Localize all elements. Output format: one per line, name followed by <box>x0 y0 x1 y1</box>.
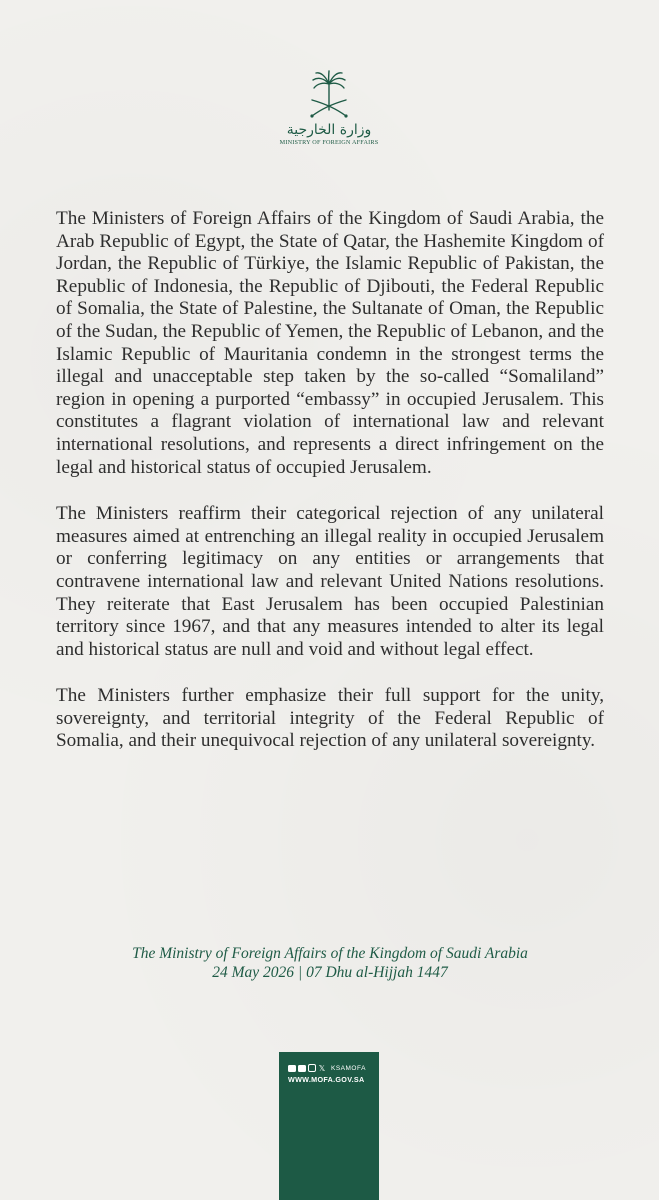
ministry-logo <box>279 70 379 162</box>
instagram-icon[interactable] <box>308 1064 316 1072</box>
signature-date: 24 May 2026 | 07 Dhu al-Hijjah 1447 <box>212 964 448 981</box>
statement-paragraph-1: The Ministers of Foreign Affairs of the Kingdom of Saudi Arabia, the Arab Republic of Egypt, the State of Qatar, the Hashemite Kingdom of Jordan, the Republic of Türkiye, the Islamic Republic of Pakistan, the Republic of Indonesia, the Republic of Djibouti, the Federal Republic of Somalia, the State of Palestine, the Sultanate of Oman, the Republic of the Sudan, the Republic of Yemen, the Republic of Lebanon, and the Islamic Republic of Mauritania condemn in the strongest terms the illegal and unacceptable step taken by the so-called “Somaliland” region in opening a purported “embassy” in occupied Jerusalem. This constitutes a flagrant violation of international law and relevant international resolutions, and represents a direct infringement on the legal and historical status of occupied Jerusalem. <box>56 208 604 478</box>
youtube-icon[interactable] <box>288 1065 296 1072</box>
signature-block <box>56 944 604 982</box>
statement-paragraph-2: The Ministers reaffirm their categorical rejection of any unilateral measures aimed at entrenching an illegal reality in occupied Jerusalem or conferring legitimacy on any entities or arrangements that contravene international law and relevant United Nations resolutions. They reiterate that East Jerusalem has been occupied Palestinian territory since 1967, and that any measures intended to alter its legal and historical status are null and void and without legal effect. <box>56 503 604 660</box>
x-icon[interactable]: 𝕏 <box>318 1063 326 1073</box>
logo-english-text: MINISTRY OF FOREIGN AFFAIRS <box>279 139 379 146</box>
footer-contact-box <box>279 1052 379 1200</box>
statement-body <box>56 208 604 777</box>
website-link[interactable]: WWW.MOFA.GOV.SA <box>288 1075 365 1084</box>
signature-ministry: The Ministry of Foreign Affairs of the Kingdom of Saudi Arabia <box>132 945 528 962</box>
facebook-icon[interactable] <box>298 1065 306 1072</box>
saudi-palm-swords-icon <box>306 70 352 120</box>
statement-paragraph-3: The Ministers further emphasize their full support for the unity, sovereignty, and territorial integrity of the Federal Republic of Somalia, and their unequivocal rejection of any unilateral sovereignty. <box>56 685 604 752</box>
logo-arabic-text: وزارة الخارجية <box>286 122 372 138</box>
social-links <box>288 1064 366 1072</box>
social-handle[interactable]: KSAMOFA <box>331 1064 366 1072</box>
